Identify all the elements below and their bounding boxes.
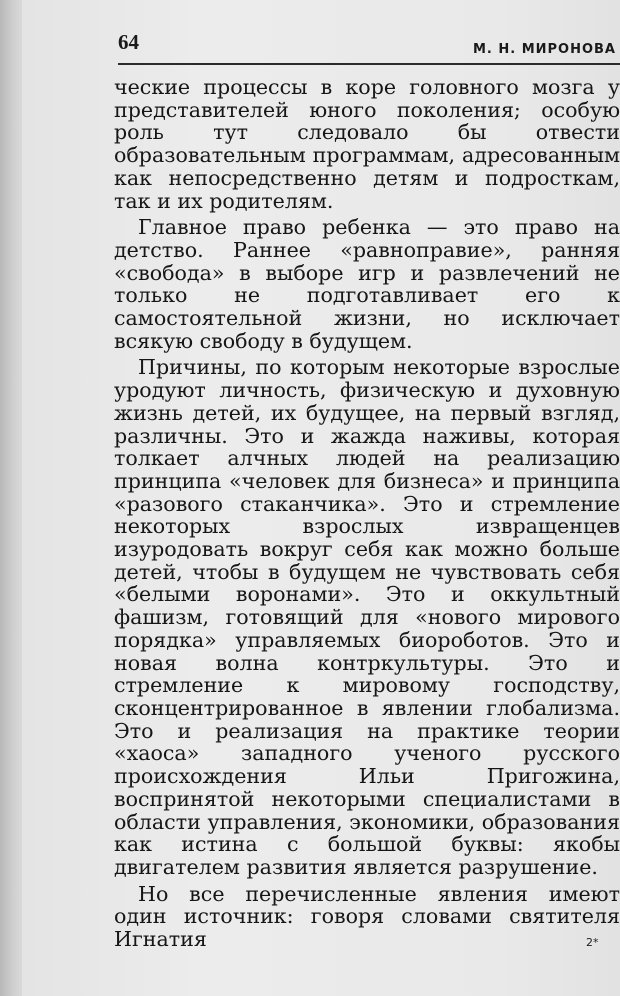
printer-signature-mark: 2* — [586, 936, 599, 949]
paragraph: Главное право ребенка — это право на детство. Раннее «равноправие», ранняя «свобода» в выборе игр и развлечений не только не подготавливает его к самостоятельной жизни, но исключает всякую свободу в будущем. — [114, 215, 620, 353]
body-text — [114, 76, 620, 955]
running-head-author: М. Н. МИРОНОВА — [472, 42, 616, 57]
paragraph: Причины, по которым некоторые взрослые уродуют личность, физическую и духовную жизнь детей, их будущее, на первый взгляд, различны. Это и жажда наживы, которая толкает алчных людей на реализацию принципа «человек для бизнеса» и принципа «разового стаканчика». Это и стремление некоторых взрослых извращенцев изуродовать вокруг себя как можно больше детей, чтобы в будущем не чувствовать себя «белыми воронами». Это и оккультный фашизм, готовящий для «нового мирового порядка» управляемых биороботов. Это и новая волна контркультуры. Это и стремление к мировому господству, сконцентрированное в явлении глобализма. Это и реализация на практике теории «хаоса» западного ученого русского происхождения Ильи Пригожина, воспринятой некоторыми специалистами в области управления, экономики, образования как истина с большой буквы: якобы двигателем развития является разрушение. — [114, 355, 620, 879]
page-shadow-edge — [0, 0, 22, 996]
paragraph: Но все перечисленные явления имеют один источник: говоря словами святителя Игнатия — [114, 881, 620, 952]
page-header — [118, 30, 620, 64]
header-rule — [118, 63, 620, 65]
paragraph-continued: ческие процессы в коре головного мозга у представителей юного поколения; особую роль тут следовало бы отвести образовательным программам, адресованным как непосредственно детям и подросткам, так и их родителям. — [114, 75, 620, 213]
page-number: 64 — [118, 30, 139, 54]
